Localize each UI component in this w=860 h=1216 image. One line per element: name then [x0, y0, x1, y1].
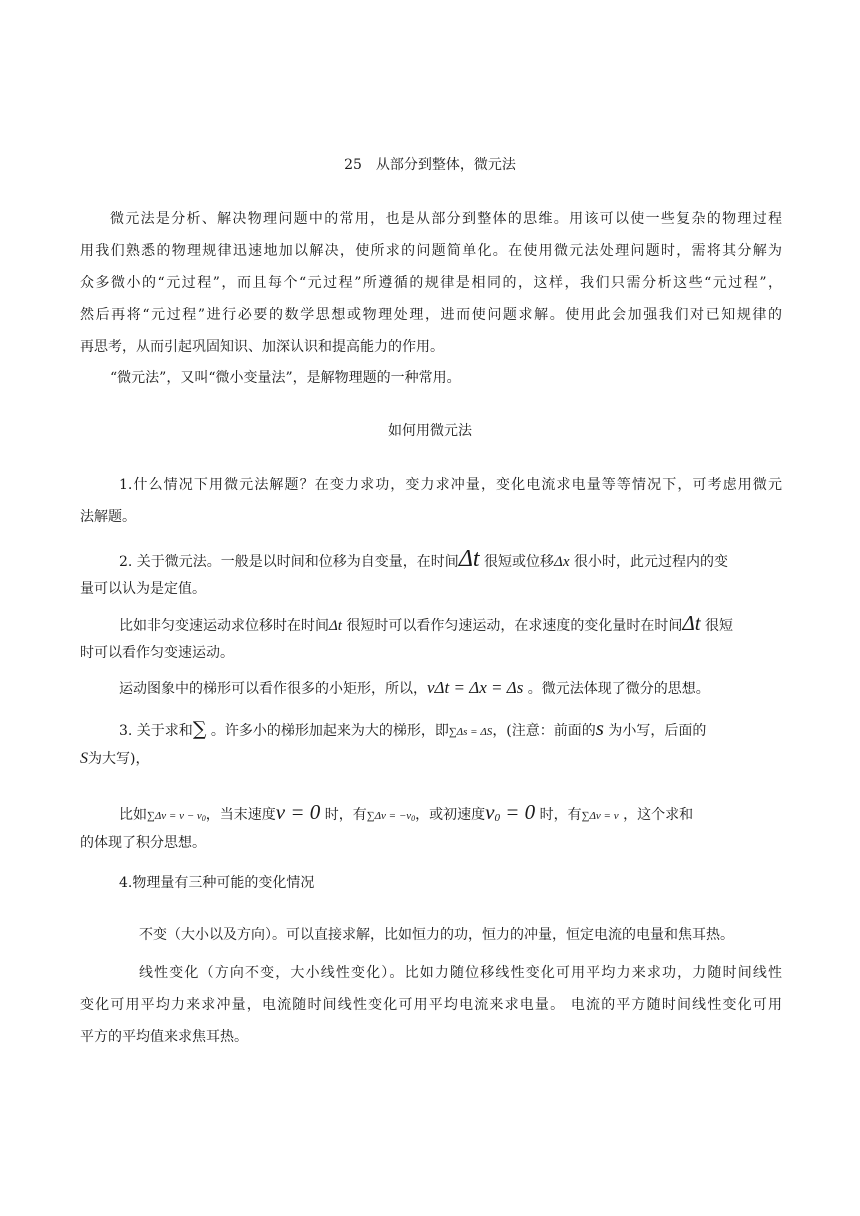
formula-sum-dv: $\sum\Delta v = v - v_0$: [147, 810, 206, 823]
example-text-b: 很短时可以看作匀速运动，在求速度的变化量时在时间: [341, 618, 683, 634]
formula-delta-x: Δx: [554, 554, 570, 570]
point-3-text-e: 为大写)，: [88, 751, 150, 767]
formula-displacement: vΔt = Δx = Δs: [427, 678, 524, 697]
velocity-text-c: 时，有: [320, 807, 367, 823]
linear-line-3: 平方的平均值来求焦耳热。: [80, 1029, 248, 1045]
point-3-line-1: [119, 718, 706, 742]
formula-v0-zero: $v_0 = 0$: [485, 800, 536, 824]
velocity-text-f: ，这个求和: [618, 807, 694, 823]
section-heading: 如何用微元法: [388, 423, 472, 439]
symbol-s-upper: S: [80, 750, 88, 767]
intro-line-5: 再思考，从而引起巩固知识、加深认识和提高能力的作用。: [80, 339, 444, 355]
point-3-text-d: 为小写，后面的: [603, 723, 707, 739]
example-text-c: 很短: [700, 618, 734, 634]
point-3-text-a: 3. 关于求和: [119, 723, 193, 739]
velocity-text-d: ，或初速度: [415, 807, 486, 823]
formula-sum-dv-neg: $\sum\Delta v = -v_0$: [366, 810, 416, 823]
velocity-line-2: 的体现了积分思想。: [80, 835, 206, 851]
formula-sum-s: ∑Δs = ΔS: [448, 726, 493, 738]
intro-line-1: 微元法是分析、解决物理问题中的常用，也是从部分到整体的思维。用该可以使一些复杂的物理过程: [110, 211, 782, 227]
point-4-heading: 4.物理量有三种可能的变化情况: [119, 875, 315, 891]
graph-paragraph: [119, 678, 710, 699]
example-text-a: 比如非匀变速运动求位移时在时间: [119, 618, 329, 634]
velocity-text-a: 比如: [119, 807, 147, 823]
intro-line-4: 然后再将“元过程”进行必要的数学思想或物理处理，进而使问题求解。使用此会加强我们对已知规律的: [80, 307, 782, 323]
velocity-line-1: [119, 802, 693, 829]
point-3-line-2: [80, 749, 149, 769]
graph-text-a: 运动图象中的梯形可以看作很多的小矩形，所以，: [119, 681, 427, 697]
page-title: 25 从部分到整体，微元法: [344, 157, 516, 173]
point-2-text-b: 很短或位移: [479, 554, 555, 570]
point-2-line-2: 量可以认为是定值。: [80, 581, 206, 597]
formula-delta-t-small: Δt: [329, 618, 342, 634]
point-2-line-1: [119, 546, 728, 572]
point-1-line-2: 法解题。: [80, 509, 136, 525]
symbol-s-lower: s: [595, 716, 604, 740]
point-1-line-1: 1.什么情况下用微元法解题？在变力求功，变力求冲量，变化电流求电量等等情况下，可考虑用微元: [119, 477, 782, 493]
velocity-text-b: ，当末速度: [205, 807, 276, 823]
velocity-text-e: 时，有: [535, 807, 582, 823]
point-3-text-b: 。许多小的梯形加起来为大的梯形，即: [206, 723, 449, 739]
example-line-1: [119, 613, 733, 636]
formula-v-zero: v = 0: [275, 800, 321, 824]
intro-line-6: “微元法”，又叫“微小变量法”，是解物理题的一种常用。: [110, 370, 461, 386]
graph-text-b: 。微元法体现了微分的思想。: [523, 681, 710, 697]
point-2-text-a: 2. 关于微元法。一般是以时间和位移为自变量，在时间: [119, 554, 459, 570]
linear-line-2: 变化可用平均力来求冲量，电流随时间线性变化可用平均电流来求电量。 电流的平方随时间线性变化可用: [80, 997, 782, 1013]
formula-delta-t-large: Δt: [682, 611, 701, 635]
intro-line-3: 众多微小的“元过程”，而且每个“元过程”所遵循的规律是相同的，这样，我们只需分析这些“元过程”，: [80, 275, 782, 291]
sum-symbol: ∑: [192, 718, 207, 740]
formula-delta-t: Δt: [458, 546, 480, 572]
intro-line-2: 用我们熟悉的物理规律迅速地加以解决，使所求的问题简单化。在使用微元法处理问题时，需将其分解为: [80, 243, 782, 259]
example-line-2: 时可以看作匀变速运动。: [80, 645, 234, 661]
unchanged-paragraph: 不变（大小以及方向）。可以直接求解，比如恒力的功，恒力的冲量，恒定电流的电量和焦耳热。: [139, 927, 734, 943]
linear-line-1: 线性变化（方向不变，大小线性变化）。比如力随位移线性变化可用平均力来求功，力随时间线性: [139, 965, 782, 981]
formula-sum-dv-v: ∑Δv = v: [581, 810, 619, 822]
point-3-text-c: ，(注意：前面的: [492, 723, 596, 739]
point-2-text-c: 很小时，此元过程内的变: [569, 554, 728, 570]
